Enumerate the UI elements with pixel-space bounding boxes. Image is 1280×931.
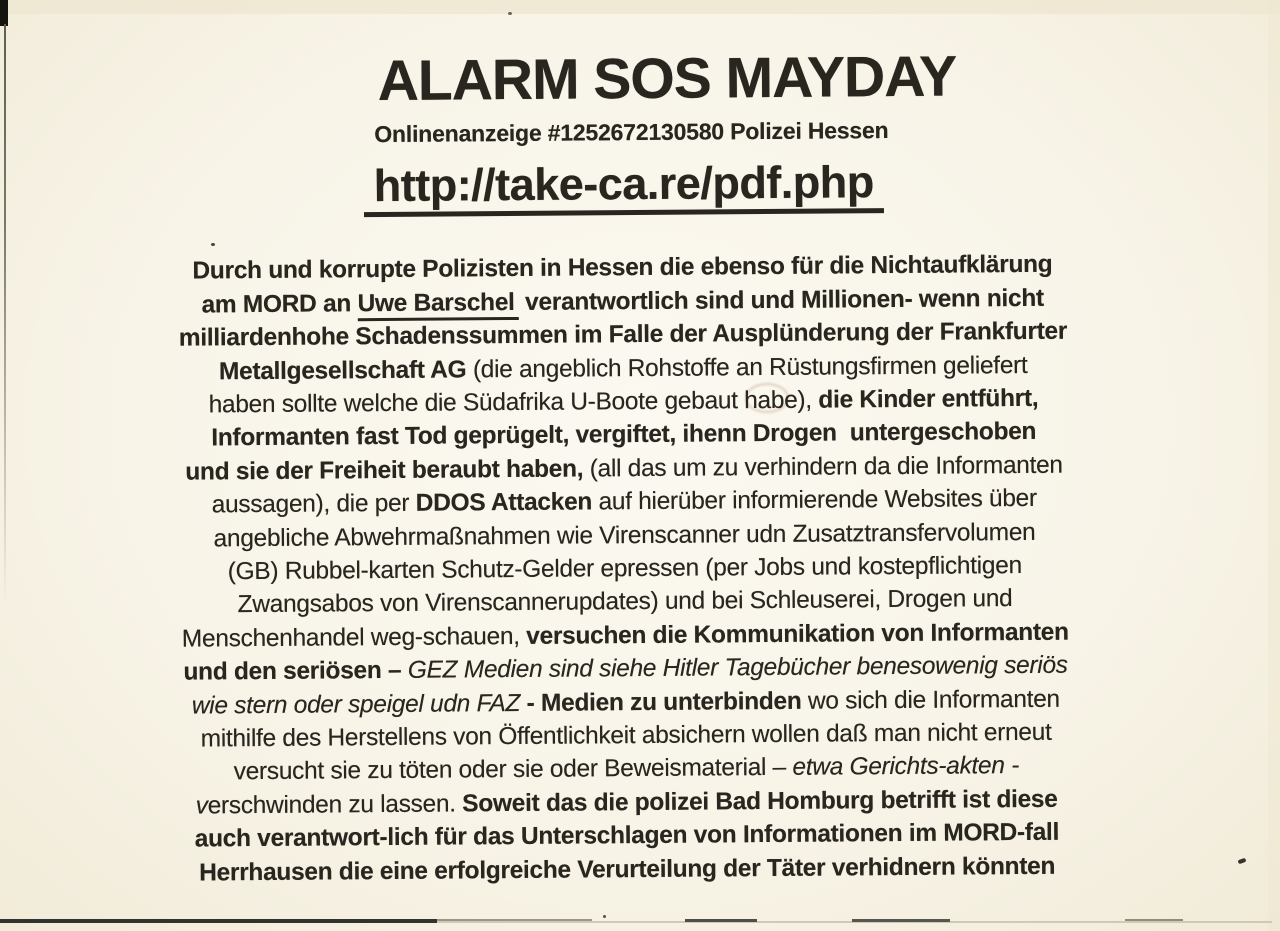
- text-segment: Uwe Barschel: [357, 289, 518, 321]
- text-segment: (all das um zu verhindern da die Informanten: [589, 451, 1063, 483]
- text-segment: am MORD an: [201, 289, 358, 319]
- text-segment: GEZ Medien sind siehe Hitler Tagebücher benesowenig seriös: [407, 651, 1068, 685]
- text-segment: auf hierüber informierende Websites über: [591, 485, 1037, 516]
- scan-bar-bottom-3: [685, 919, 757, 922]
- text-segment: die Kinder entführt,: [818, 384, 1039, 414]
- text-segment: - Medien zu unterbinden: [526, 687, 802, 717]
- text-segment: etwa Gerichts-akten -: [792, 752, 1020, 782]
- text-segment: Metallgesellschaft AG: [218, 355, 473, 385]
- scan-speck: [508, 12, 512, 15]
- text-segment: erschwinden zu lassen.: [207, 790, 463, 820]
- text-segment: verantwortlich sind und Millionen- wenn nicht: [518, 284, 1044, 316]
- text-segment: angebliche Abwehrmaßnahmen wie Virenscanner udn Zusatztransfervolumen: [213, 518, 1036, 552]
- text-segment: aussagen), die per: [211, 489, 416, 519]
- text-segment: versuchen die Kommunikation von Informanten: [526, 618, 1069, 650]
- scan-bar-bottom-5: [1125, 919, 1183, 921]
- text-segment: (die angeblich Rohstoffe an Rüstungsfirmen geliefert: [472, 351, 1028, 383]
- scan-bar-bottom-2: [437, 919, 592, 921]
- text-segment: v: [195, 792, 208, 820]
- text-segment: und den seriösen –: [183, 657, 408, 686]
- text-segment: (GB) Rubbel-karten Schutz-Gelder epressen (per Jobs und kostepflichtigen: [227, 552, 1022, 586]
- text-segment: Durch und korrupte Polizisten in Hessen die ebenso für die Nichtaufklärung: [192, 251, 1053, 285]
- text-segment: auch verantwort-lich für das Unterschlagen von Informationen im MORD-fall: [194, 818, 1060, 853]
- page-url: http://take-ca.re/pdf.php: [364, 157, 884, 218]
- scan-mark-top-left: [0, 0, 8, 26]
- scan-bar-bottom-4: [852, 919, 950, 922]
- text-segment: Herrhausen die eine erfolgreiche Verurteilung der Täter verhidnern könnten: [199, 852, 1056, 887]
- text-segment: wo sich die Informanten: [801, 685, 1060, 715]
- scan-bar-bottom-1: [0, 919, 437, 923]
- text-segment: Informanten fast Tod geprügelt, vergiftet, ihenn Drogen untergeschoben: [211, 418, 1037, 452]
- text-segment: milliardenhohe Schadenssummen im Falle der Ausplünderung der Frankfurter: [178, 317, 1068, 352]
- scan-edge-top: [0, 0, 1280, 14]
- text-segment: versucht sie zu töten oder sie oder Beweismaterial –: [233, 754, 793, 786]
- text-segment: Soweit das die polizei Bad Homburg betrifft ist diese: [462, 785, 1058, 818]
- url-row: [0, 154, 1264, 221]
- body-text: [0, 246, 1267, 891]
- page-title: ALARM SOS MAYDAY: [377, 44, 957, 114]
- text-segment: haben sollte welche die Südafrika U-Boote gebaut habe),: [208, 386, 819, 419]
- page-subtitle: Onlinenanzeige #1252672130580 Polizei Hessen: [374, 116, 889, 147]
- text-segment: mithilfe des Herstellens von Öffentlichkeit absichern wollen daß man nicht erneut: [200, 718, 1052, 753]
- text-segment: Menschenhandel weg-schauen,: [181, 622, 527, 653]
- scan-speck: [603, 915, 606, 918]
- text-segment: und sie der Freiheit beraubt haben,: [185, 455, 590, 486]
- text-segment: wie stern oder speigel udn FAZ: [191, 689, 527, 720]
- text-segment: DDOS Attacken: [415, 488, 593, 517]
- text-segment: Zwangsabos von Virenscannerupdates) und bei Schleuserei, Drogen und: [237, 585, 1013, 619]
- document-content: [0, 45, 1280, 891]
